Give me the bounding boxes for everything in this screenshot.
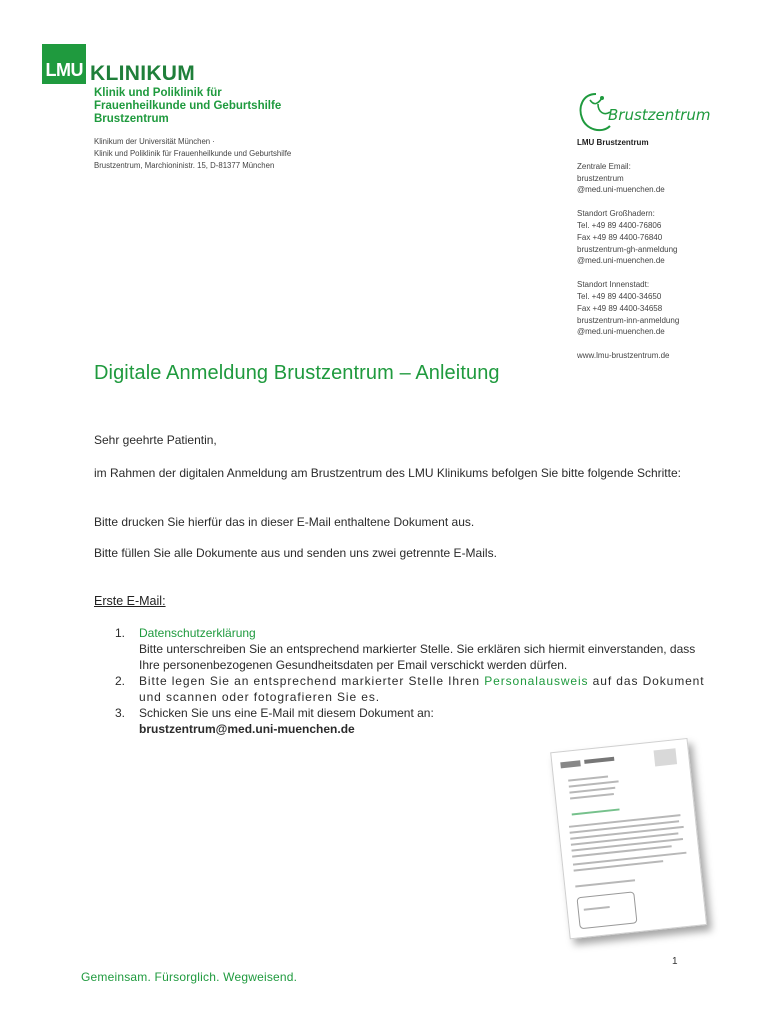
page-number: 1 (672, 956, 678, 967)
privacy-policy-link[interactable]: Datenschutzerklärung (139, 626, 256, 640)
contact-line: brustzentrum-inn-anmeldung (577, 315, 680, 325)
contact-line: @med.uni-muenchen.de (577, 327, 665, 337)
address-line: Klinik und Poliklinik für Frauenheilkunde und Geburtshilfe (94, 149, 292, 158)
step-text: Schicken Sie uns eine E-Mail mit diesem Dokument an: (139, 706, 434, 720)
address-line: Brustzentrum, Marchioninistr. 15, D-81377 München (94, 161, 275, 170)
contact-line: Tel. +49 89 4400-76806 (577, 220, 662, 230)
contact-line: Tel. +49 89 4400-34650 (577, 291, 662, 301)
contact-line: brustzentrum (577, 173, 624, 183)
id-card-link[interactable]: Personalausweis (484, 674, 589, 688)
clinic-subline-1: Klinik und Poliklinik für (94, 87, 222, 99)
contact-email-link[interactable]: brustzentrum@med.uni-muenchen.de (139, 722, 355, 736)
salutation: Sehr geehrte Patientin, (94, 433, 217, 447)
contact-column (577, 137, 737, 362)
intro-paragraph: im Rahmen der digitalen Anmeldung am Brustzentrum des LMU Klinikums befolgen Sie bitte folgende Schritte: (94, 466, 681, 480)
document-heading: Digitale Anmeldung Brustzentrum – Anleitung (94, 362, 500, 384)
step-item (115, 673, 705, 705)
step-number: 1. (115, 626, 126, 640)
print-note: Bitte drucken Sie hierfür das in dieser E-Mail enthaltene Dokument aus. (94, 515, 475, 529)
step-text: Bitte legen Sie an entsprechend markierter Stelle Ihren (139, 674, 485, 688)
website-link[interactable]: www.lmu-brustzentrum.de (577, 351, 670, 361)
logo-name: KLINIKUM (90, 62, 196, 85)
step-item (115, 705, 705, 737)
contact-line: Zentrale Email: (577, 161, 631, 171)
document-preview-image (550, 738, 707, 939)
fill-note: Bitte füllen Sie alle Dokumente aus und senden uns zwei getrennte E-Mails. (94, 546, 497, 560)
contact-line: Fax +49 89 4400-34658 (577, 303, 663, 313)
clinic-subline-2: Frauenheilkunde und Geburtshilfe (94, 100, 282, 112)
step-item (115, 625, 705, 673)
contact-line: @med.uni-muenchen.de (577, 185, 665, 195)
svg-text:Brustzentrum: Brustzentrum (608, 106, 711, 124)
contact-line: Fax +49 89 4400-76840 (577, 232, 663, 242)
document-thumbnail (550, 737, 720, 948)
step-text: auf das Dokument und scannen oder fotografieren Sie es. (139, 674, 705, 704)
brustzentrum-logo (576, 90, 726, 134)
step-text: Bitte unterschreiben Sie an entsprechend markierter Stelle. Sie erklären sich hiermit einverstanden, dass Ihre personenbezogenen Gesundheitsdaten per Email verschickt werden dürfen. (139, 642, 696, 672)
contact-line: brustzentrum-gh-anmeldung (577, 244, 678, 254)
brustzentrum-logo-icon (576, 90, 726, 134)
step-number: 2. (115, 674, 126, 688)
footer-slogan: Gemeinsam. Fürsorglich. Wegweisend. (81, 970, 298, 984)
sender-address (94, 136, 354, 172)
lmu-logo-mark: LMU (42, 44, 86, 84)
steps-list (115, 625, 705, 737)
contact-line: @med.uni-muenchen.de (577, 256, 665, 266)
clinic-subline-3: Brustzentrum (94, 113, 169, 125)
contact-line: Standort Großhadern: (577, 209, 655, 219)
first-email-subhead: Erste E-Mail: (94, 594, 166, 608)
contact-line: Standort Innenstadt: (577, 280, 650, 290)
address-line: Klinikum der Universität München · (94, 137, 215, 146)
step-number: 3. (115, 706, 126, 720)
contact-title: LMU Brustzentrum (577, 138, 649, 147)
